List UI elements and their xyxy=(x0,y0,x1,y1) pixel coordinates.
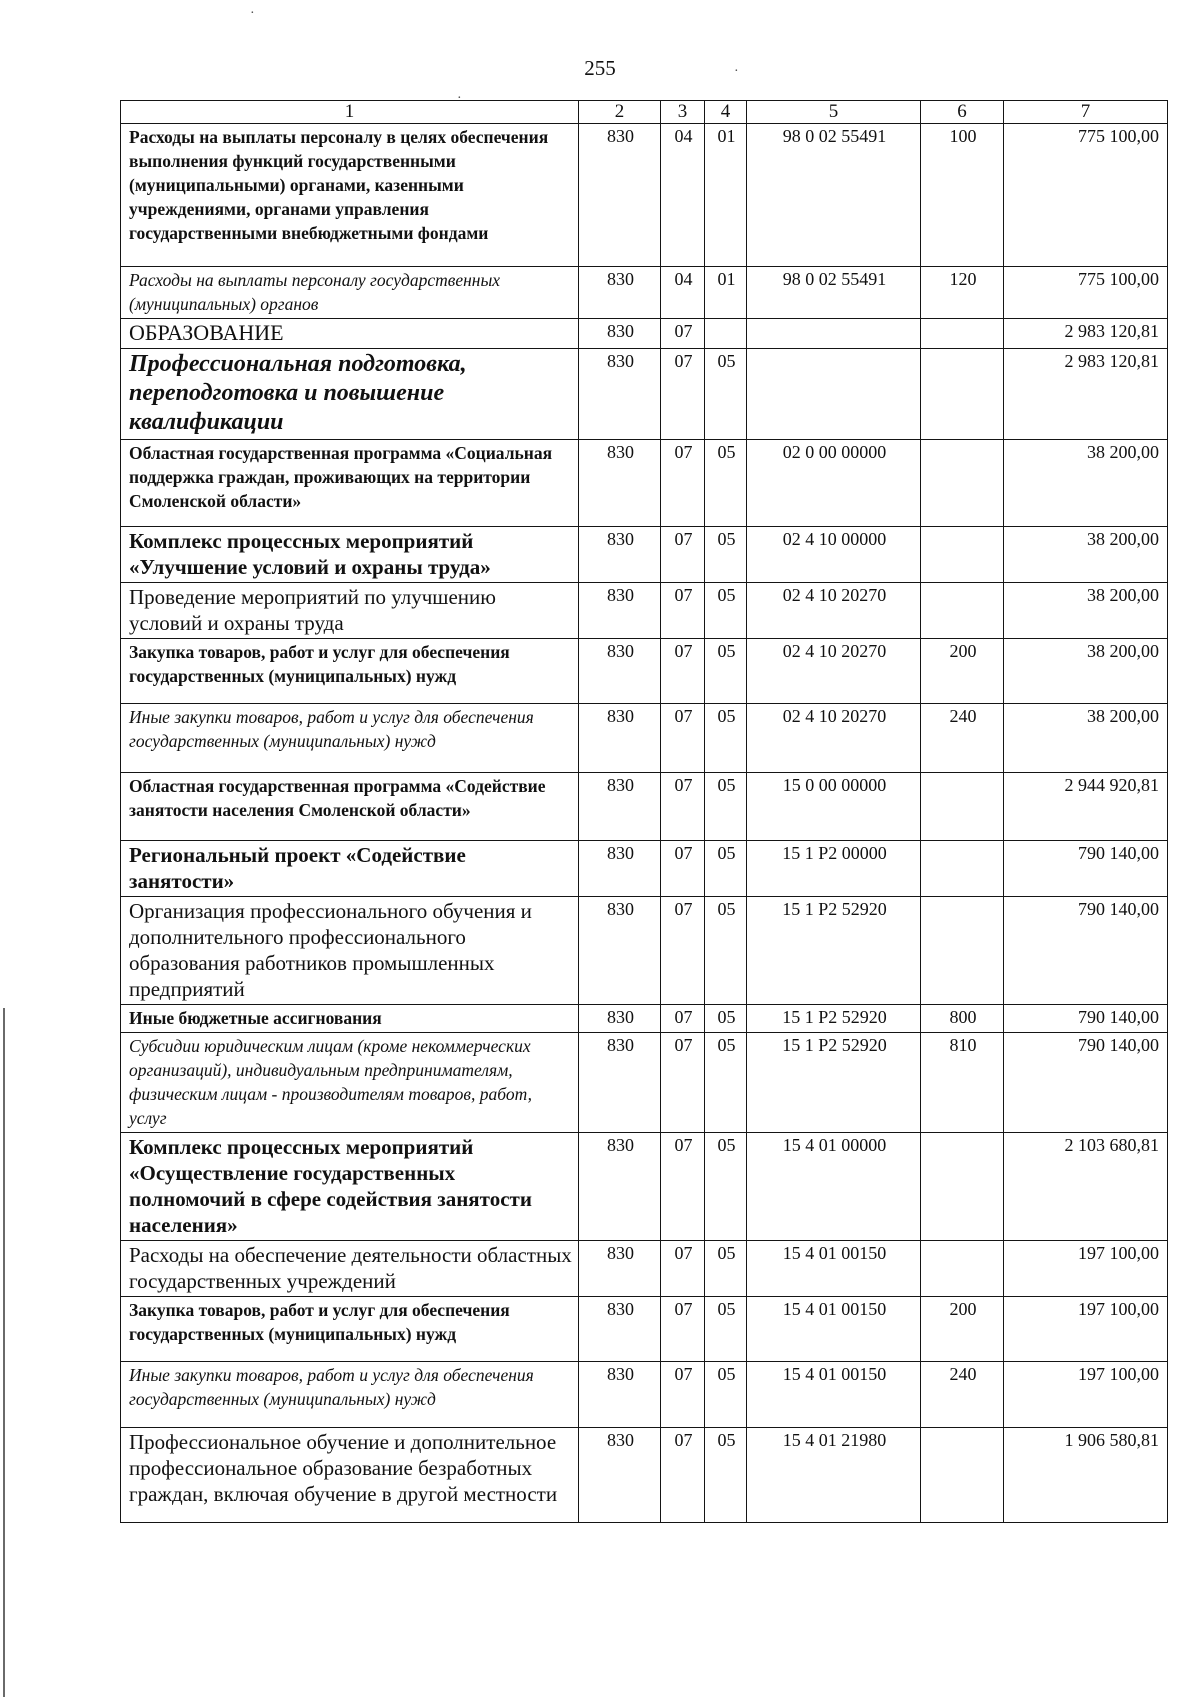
row-subsection-cell: 01 xyxy=(705,124,747,267)
row-admin-code-cell: 830 xyxy=(579,440,661,527)
header-col-5: 5 xyxy=(747,101,921,124)
table-row xyxy=(121,1297,1168,1362)
row-subsection-cell: 05 xyxy=(705,704,747,773)
row-admin-code-cell: 830 xyxy=(579,349,661,440)
header-col-6: 6 xyxy=(921,101,1004,124)
row-admin-code-cell: 830 xyxy=(579,1133,661,1241)
row-section-cell: 07 xyxy=(661,527,705,583)
row-admin-code-cell: 830 xyxy=(579,841,661,897)
row-section-cell: 07 xyxy=(661,704,705,773)
row-admin-code-cell: 830 xyxy=(579,583,661,639)
row-subsection-cell: 05 xyxy=(705,440,747,527)
row-section-cell: 07 xyxy=(661,1297,705,1362)
row-name-cell: Закупка товаров, работ и услуг для обеспечения государственных (муниципальных) нужд xyxy=(121,639,579,704)
row-target-article-cell: 15 1 Р2 52920 xyxy=(747,897,921,1005)
row-name-cell: Иные закупки товаров, работ и услуг для обеспечения государственных (муниципальных) нужд xyxy=(121,1362,579,1428)
row-amount-cell: 38 200,00 xyxy=(1004,440,1168,527)
row-subsection-cell: 05 xyxy=(705,897,747,1005)
row-expense-type-cell: 240 xyxy=(921,704,1004,773)
row-name-cell: Областная государственная программа «Содействие занятости населения Смоленской области» xyxy=(121,773,579,841)
row-amount-cell: 197 100,00 xyxy=(1004,1241,1168,1297)
row-amount-cell: 38 200,00 xyxy=(1004,704,1168,773)
row-admin-code-cell: 830 xyxy=(579,704,661,773)
row-expense-type-cell: 810 xyxy=(921,1033,1004,1133)
table-row xyxy=(121,124,1168,267)
table-row xyxy=(121,527,1168,583)
row-section-cell: 07 xyxy=(661,440,705,527)
row-section-cell: 07 xyxy=(661,583,705,639)
table-row xyxy=(121,841,1168,897)
table-row xyxy=(121,583,1168,639)
table-row xyxy=(121,1033,1168,1133)
row-expense-type-cell xyxy=(921,349,1004,440)
row-subsection-cell: 01 xyxy=(705,267,747,319)
row-amount-cell: 2 983 120,81 xyxy=(1004,319,1168,349)
row-target-article-cell: 02 4 10 20270 xyxy=(747,704,921,773)
row-admin-code-cell: 830 xyxy=(579,527,661,583)
row-target-article-cell: 02 0 00 00000 xyxy=(747,440,921,527)
row-subsection-cell: 05 xyxy=(705,349,747,440)
row-amount-cell: 790 140,00 xyxy=(1004,841,1168,897)
table-row xyxy=(121,773,1168,841)
row-amount-cell: 790 140,00 xyxy=(1004,1033,1168,1133)
row-section-cell: 07 xyxy=(661,1033,705,1133)
row-expense-type-cell xyxy=(921,841,1004,897)
row-amount-cell: 775 100,00 xyxy=(1004,267,1168,319)
row-target-article-cell: 98 0 02 55491 xyxy=(747,124,921,267)
row-target-article-cell: 15 4 01 00150 xyxy=(747,1362,921,1428)
header-col-7: 7 xyxy=(1004,101,1168,124)
row-expense-type-cell: 200 xyxy=(921,639,1004,704)
row-amount-cell: 2 944 920,81 xyxy=(1004,773,1168,841)
row-subsection-cell: 05 xyxy=(705,583,747,639)
row-name-cell: ОБРАЗОВАНИЕ xyxy=(121,319,579,349)
row-subsection-cell: 05 xyxy=(705,639,747,704)
row-target-article-cell: 15 4 01 00150 xyxy=(747,1241,921,1297)
table-row xyxy=(121,639,1168,704)
row-admin-code-cell: 830 xyxy=(579,1033,661,1133)
header-col-4: 4 xyxy=(705,101,747,124)
row-subsection-cell: 05 xyxy=(705,1033,747,1133)
row-target-article-cell xyxy=(747,319,921,349)
row-admin-code-cell: 830 xyxy=(579,124,661,267)
row-name-cell: Комплекс процессных мероприятий «Улучшение условий и охраны труда» xyxy=(121,527,579,583)
row-amount-cell: 790 140,00 xyxy=(1004,897,1168,1005)
row-expense-type-cell xyxy=(921,583,1004,639)
table-row xyxy=(121,267,1168,319)
row-admin-code-cell: 830 xyxy=(579,1297,661,1362)
row-target-article-cell: 15 4 01 00150 xyxy=(747,1297,921,1362)
row-subsection-cell: 05 xyxy=(705,841,747,897)
row-admin-code-cell: 830 xyxy=(579,267,661,319)
row-amount-cell: 775 100,00 xyxy=(1004,124,1168,267)
row-section-cell: 07 xyxy=(661,639,705,704)
row-subsection-cell: 05 xyxy=(705,527,747,583)
table-row xyxy=(121,897,1168,1005)
row-section-cell: 07 xyxy=(661,1133,705,1241)
table-row xyxy=(121,1133,1168,1241)
row-target-article-cell: 98 0 02 55491 xyxy=(747,267,921,319)
row-subsection-cell: 05 xyxy=(705,1428,747,1523)
row-target-article-cell: 15 1 Р2 00000 xyxy=(747,841,921,897)
table-row xyxy=(121,704,1168,773)
row-subsection-cell: 05 xyxy=(705,1297,747,1362)
row-section-cell: 07 xyxy=(661,841,705,897)
row-expense-type-cell: 800 xyxy=(921,1005,1004,1033)
row-expense-type-cell xyxy=(921,773,1004,841)
table-body xyxy=(121,124,1168,1523)
row-expense-type-cell xyxy=(921,319,1004,349)
table-row xyxy=(121,319,1168,349)
row-amount-cell: 197 100,00 xyxy=(1004,1362,1168,1428)
scan-margin-line xyxy=(3,1008,5,1697)
row-admin-code-cell: 830 xyxy=(579,1241,661,1297)
row-amount-cell: 2 103 680,81 xyxy=(1004,1133,1168,1241)
row-section-cell: 07 xyxy=(661,1362,705,1428)
row-name-cell: Областная государственная программа «Социальная поддержка граждан, проживающих на территории Смоленской области» xyxy=(121,440,579,527)
row-admin-code-cell: 830 xyxy=(579,639,661,704)
row-expense-type-cell: 240 xyxy=(921,1362,1004,1428)
row-section-cell: 07 xyxy=(661,349,705,440)
row-name-cell: Расходы на обеспечение деятельности областных государственных учреждений xyxy=(121,1241,579,1297)
row-target-article-cell: 15 1 Р2 52920 xyxy=(747,1005,921,1033)
row-target-article-cell: 15 4 01 21980 xyxy=(747,1428,921,1523)
row-target-article-cell: 02 4 10 20270 xyxy=(747,639,921,704)
row-amount-cell: 38 200,00 xyxy=(1004,583,1168,639)
table-row xyxy=(121,1005,1168,1033)
row-name-cell: Субсидии юридическим лицам (кроме некоммерческих организаций), индивидуальным предпринимателям, физическим лицам - производителям товаров, работ, услуг xyxy=(121,1033,579,1133)
row-name-cell: Расходы на выплаты персоналу в целях обеспечения выполнения функций государственными (муниципальными) органами, казенными учреждениями, органами управления государственными внебюджетными фондами xyxy=(121,124,579,267)
row-subsection-cell: 05 xyxy=(705,1133,747,1241)
row-target-article-cell: 15 0 00 00000 xyxy=(747,773,921,841)
row-amount-cell: 38 200,00 xyxy=(1004,527,1168,583)
row-name-cell: Иные бюджетные ассигнования xyxy=(121,1005,579,1033)
row-section-cell: 04 xyxy=(661,267,705,319)
row-expense-type-cell xyxy=(921,440,1004,527)
row-name-cell: Организация профессионального обучения и дополнительного профессионального образования работников промышленных предприятий xyxy=(121,897,579,1005)
table-row xyxy=(121,1362,1168,1428)
row-section-cell: 04 xyxy=(661,124,705,267)
row-amount-cell: 197 100,00 xyxy=(1004,1297,1168,1362)
row-name-cell: Профессиональное обучение и дополнительное профессиональное образование безработных граждан, включая обучение в другой местности xyxy=(121,1428,579,1523)
header-col-2: 2 xyxy=(579,101,661,124)
row-name-cell: Проведение мероприятий по улучшению условий и охраны труда xyxy=(121,583,579,639)
row-section-cell: 07 xyxy=(661,1005,705,1033)
row-subsection-cell: 05 xyxy=(705,773,747,841)
budget-table xyxy=(120,100,1168,1523)
header-col-1: 1 xyxy=(121,101,579,124)
row-section-cell: 07 xyxy=(661,773,705,841)
table-row xyxy=(121,440,1168,527)
row-admin-code-cell: 830 xyxy=(579,1428,661,1523)
row-name-cell: Иные закупки товаров, работ и услуг для обеспечения государственных (муниципальных) нужд xyxy=(121,704,579,773)
row-target-article-cell: 02 4 10 00000 xyxy=(747,527,921,583)
row-subsection-cell: 05 xyxy=(705,1362,747,1428)
header-row xyxy=(121,101,1168,124)
row-expense-type-cell: 100 xyxy=(921,124,1004,267)
row-section-cell: 07 xyxy=(661,1428,705,1523)
row-admin-code-cell: 830 xyxy=(579,319,661,349)
table-row xyxy=(121,1241,1168,1297)
table-row xyxy=(121,349,1168,440)
row-name-cell: Региональный проект «Содействие занятости» xyxy=(121,841,579,897)
row-expense-type-cell xyxy=(921,1428,1004,1523)
row-subsection-cell xyxy=(705,319,747,349)
row-name-cell: Закупка товаров, работ и услуг для обеспечения государственных (муниципальных) нужд xyxy=(121,1297,579,1362)
table-row xyxy=(121,1428,1168,1523)
row-section-cell: 07 xyxy=(661,1241,705,1297)
row-name-cell: Профессиональная подготовка, переподготовка и повышение квалификации xyxy=(121,349,579,440)
row-admin-code-cell: 830 xyxy=(579,897,661,1005)
row-expense-type-cell: 120 xyxy=(921,267,1004,319)
row-amount-cell: 1 906 580,81 xyxy=(1004,1428,1168,1523)
row-admin-code-cell: 830 xyxy=(579,1362,661,1428)
row-amount-cell: 38 200,00 xyxy=(1004,639,1168,704)
row-expense-type-cell xyxy=(921,1241,1004,1297)
row-section-cell: 07 xyxy=(661,897,705,1005)
row-target-article-cell xyxy=(747,349,921,440)
row-name-cell: Расходы на выплаты персоналу государственных (муниципальных) органов xyxy=(121,267,579,319)
page-number: 255 xyxy=(584,56,616,80)
row-amount-cell: 2 983 120,81 xyxy=(1004,349,1168,440)
row-target-article-cell: 15 4 01 00000 xyxy=(747,1133,921,1241)
row-amount-cell: 790 140,00 xyxy=(1004,1005,1168,1033)
row-expense-type-cell: 200 xyxy=(921,1297,1004,1362)
row-admin-code-cell: 830 xyxy=(579,773,661,841)
row-target-article-cell: 02 4 10 20270 xyxy=(747,583,921,639)
row-target-article-cell: 15 1 Р2 52920 xyxy=(747,1033,921,1133)
row-expense-type-cell xyxy=(921,897,1004,1005)
row-section-cell: 07 xyxy=(661,319,705,349)
row-admin-code-cell: 830 xyxy=(579,1005,661,1033)
row-expense-type-cell xyxy=(921,527,1004,583)
row-expense-type-cell xyxy=(921,1133,1004,1241)
row-subsection-cell: 05 xyxy=(705,1005,747,1033)
header-col-3: 3 xyxy=(661,101,705,124)
row-subsection-cell: 05 xyxy=(705,1241,747,1297)
row-name-cell: Комплекс процессных мероприятий «Осуществление государственных полномочий в сфере содействия занятости населения» xyxy=(121,1133,579,1241)
